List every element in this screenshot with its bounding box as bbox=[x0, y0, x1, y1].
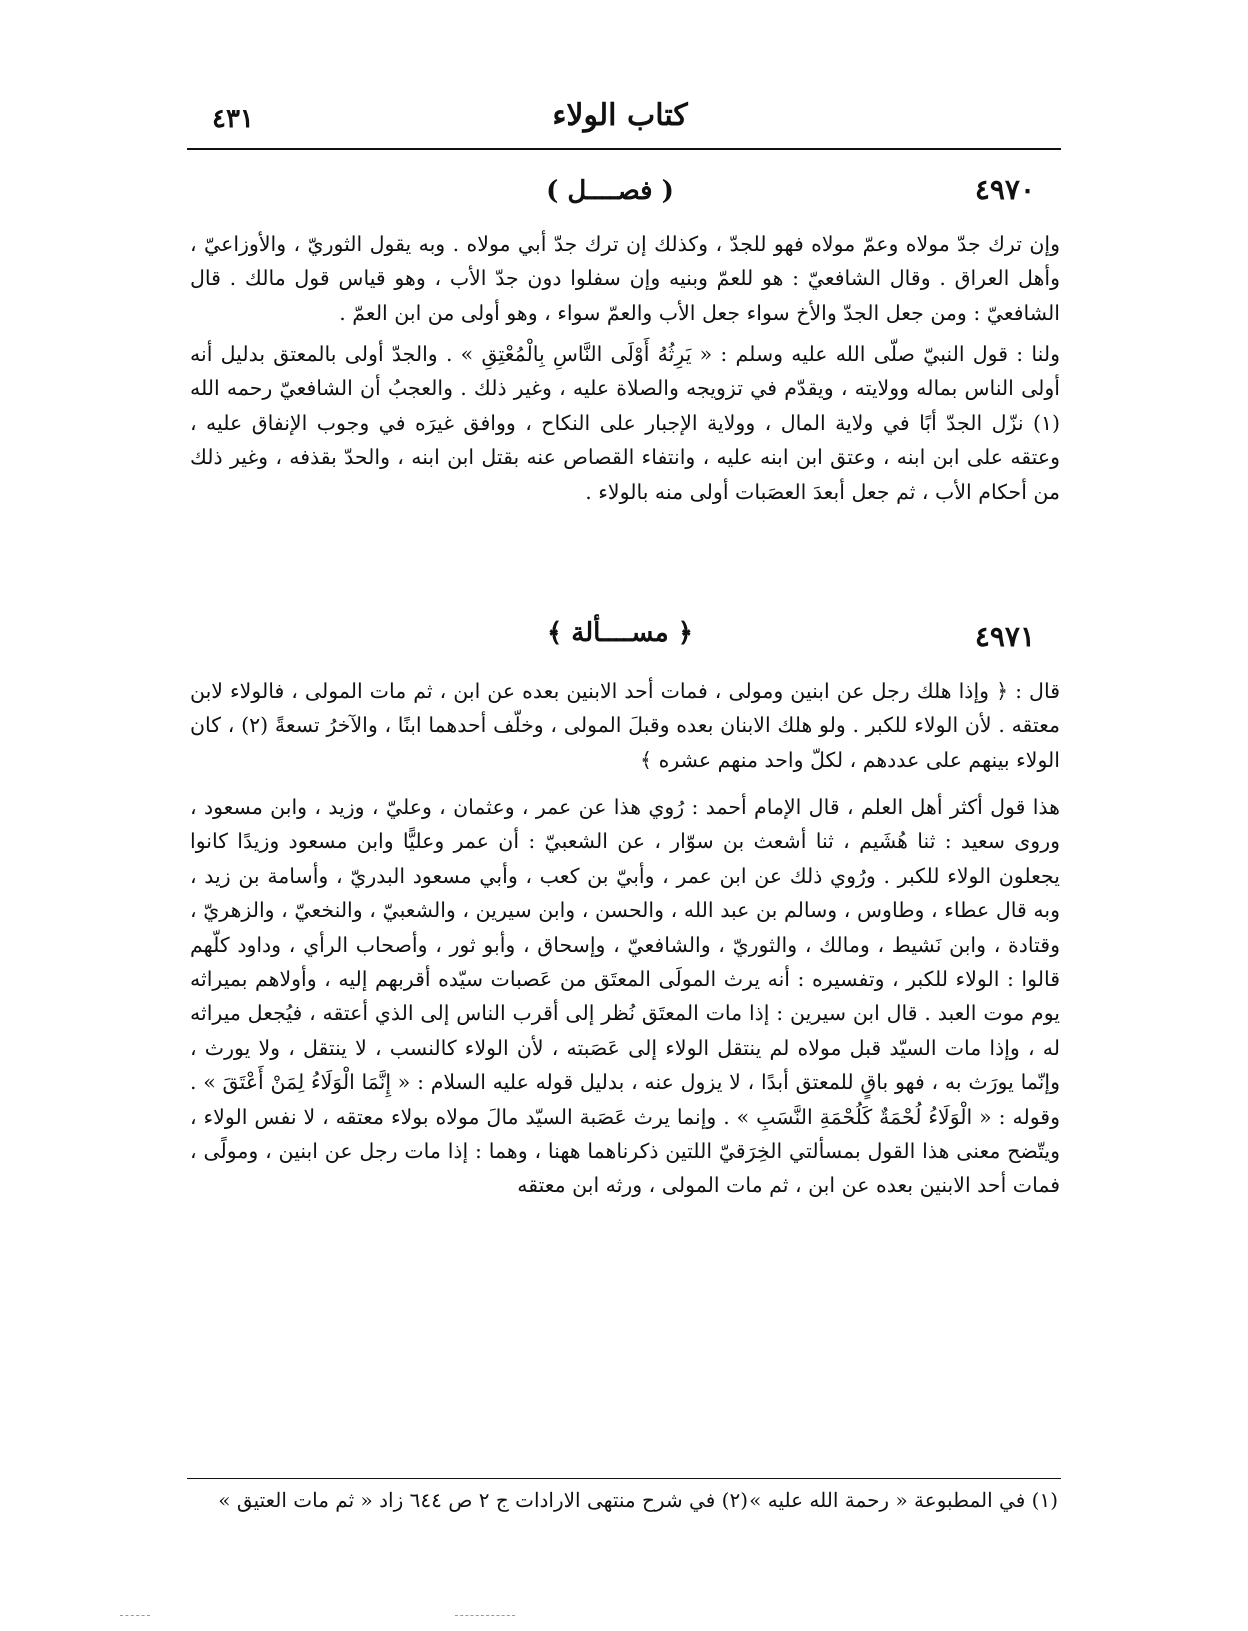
section-heading: ﴿ مســــألة ﴾ bbox=[547, 618, 693, 648]
section-number: ٤٩٧٠ bbox=[974, 173, 1035, 206]
paragraph: هذا قول أكثر أهل العلم ، قال الإمام أحمد : رُوي هذا عن عمر ، وعثمان ، وعليّ ، وزيد ، وابن مسعود ، وروى سعيد : ثنا هُشَيم ، ثنا أشعث بن سوّار ، عن الشعبيّ : أن عمر وعليًّا وابن مسعود وزيدًا كانوا يجعلون الولاء للكبر . ورُوي ذلك عن ابن عمر ، وأبيّ بن كعب ، وأبي مسعود البدريّ ، وأسامة بن زيد ، وبه قال عطاء ، وطاوس ، وسالم بن عبد الله ، والحسن ، وابن سيرين ، والشعبيّ ، والنخعيّ ، والزهريّ ، وقتادة ، وابن نَشيط ، ومالك ، والثوريّ ، والشافعيّ ، وإسحاق ، وأبو ثور ، وأصحاب الرأي ، وداود كلّهم قالوا : الولاء للكبر ، وتفسيره : أنه يرث المولَى المعتَق من عَصبات سيّده أقربهم إليه ، وأولاهم بميراثه يوم موت العبد . قال ابن سيرين : إذا مات المعتَق نُظر إلى أقرب الناس إلى الذي أعتقه ، فيُجعل ميراثه له ، وإذا مات السيّد قبل مولاه لم ينتقل الولاء إلى عَصَبته ، لأن الولاء كالنسب ، لا ينتقل ، ولا يورث ، وإنّما يورَث به ، فهو باقٍ للمعتق أبدًا ، لا يزول عنه ، بدليل قوله عليه السلام : « إِنَّمَا الْوَلَاءُ لِمَنْ أَعْتَقَ » . وقوله : « الْوَلَاءُ لُحْمَةٌ كَلُحْمَةِ النَّسَبِ » . وإنما يرث عَصَبة السيّد مالَ مولاه بولاء معتقه ، لا نفس الولاء ، ويتّضح معنى هذا القول بمسألتي الخِرَقيّ اللتين ذكرناهما ههنا ، وهما : إذا مات رجل عن ابنين ، ومولًى ، فمات أحد الابنين بعده عن ابن ، ثم مات المولى ، ورثه ابن معتقه bbox=[190, 795, 1060, 1198]
paragraph: قال : ﴿ وإذا هلك رجل عن ابنين ومولى ، فمات أحد الابنين بعده عن ابن ، ثم مات المولى ، فالولاء لابن معتقه . لأن الولاء للكبر . ولو هلك الابنان بعده وقبلَ المولى ، وخلّف أحدهما ابنًا ، والآخرُ تسعةً (٢) ، كان الولاء بينهم على عددهم ، لكلّ واحد منهم عشره ﴾ bbox=[190, 679, 1060, 772]
paragraph: وإن ترك جدّ مولاه وعمّ مولاه فهو للجدّ ، وكذلك إن ترك جدّ أبي مولاه . وبه يقول الثوريّ ، والأوزاعيّ ، وأهل العراق . وقال الشافعيّ : هو للعمّ وبنيه وإن سفلوا دون جدّ الأب ، وهو قياس قول مالك . قال الشافعيّ : ومن جعل الجدّ والأخ سواء جعل الأب والعمّ سواء ، وهو أولى من ابن العمّ . bbox=[190, 232, 1060, 325]
header-divider bbox=[187, 148, 1061, 150]
scan-artifact bbox=[455, 1615, 515, 1616]
section-heading: ( فصــــل ) bbox=[546, 176, 674, 206]
section-number: ٤٩٧١ bbox=[974, 620, 1035, 653]
footnote-divider bbox=[187, 1478, 1061, 1479]
scan-artifact bbox=[120, 1615, 150, 1616]
running-header-title: كتاب الولاء bbox=[552, 98, 688, 133]
footnote: (١) في المطبوعة « رحمة الله عليه » bbox=[749, 1488, 1058, 1512]
page-number: ٤٣١ bbox=[212, 104, 254, 134]
footnote: (٢) في شرح منتهى الارادات ج ٢ ص ٦٤٤ زاد « ثم مات العتيق » bbox=[218, 1488, 748, 1512]
paragraph: ولنا : قول النبيّ صلّى الله عليه وسلم : « يَرِثُهُ أَوْلَى النَّاسِ بِالْمُعْتِقِ » . والجدّ أولى بالمعتق بدليل أنه أولى الناس بماله وولايته ، ويقدّم في تزويجه والصلاة عليه ، وغير ذلك . والعجبُ أن الشافعيّ رحمه الله (١) نزّل الجدّ أبًا في ولاية المال ، وولاية الإجبار على النكاح ، ووافق غيرَه في وجوب الإنفاق عليه ، وعتقه على ابن ابنه ، وعتق ابن ابنه عليه ، وانتفاء القصاص عنه بقتل ابن ابنه ، والحدّ بقذفه ، وغير ذلك من أحكام الأب ، ثم جعل أبعدَ العصَبات أولى منه بالولاء . bbox=[190, 342, 1060, 504]
